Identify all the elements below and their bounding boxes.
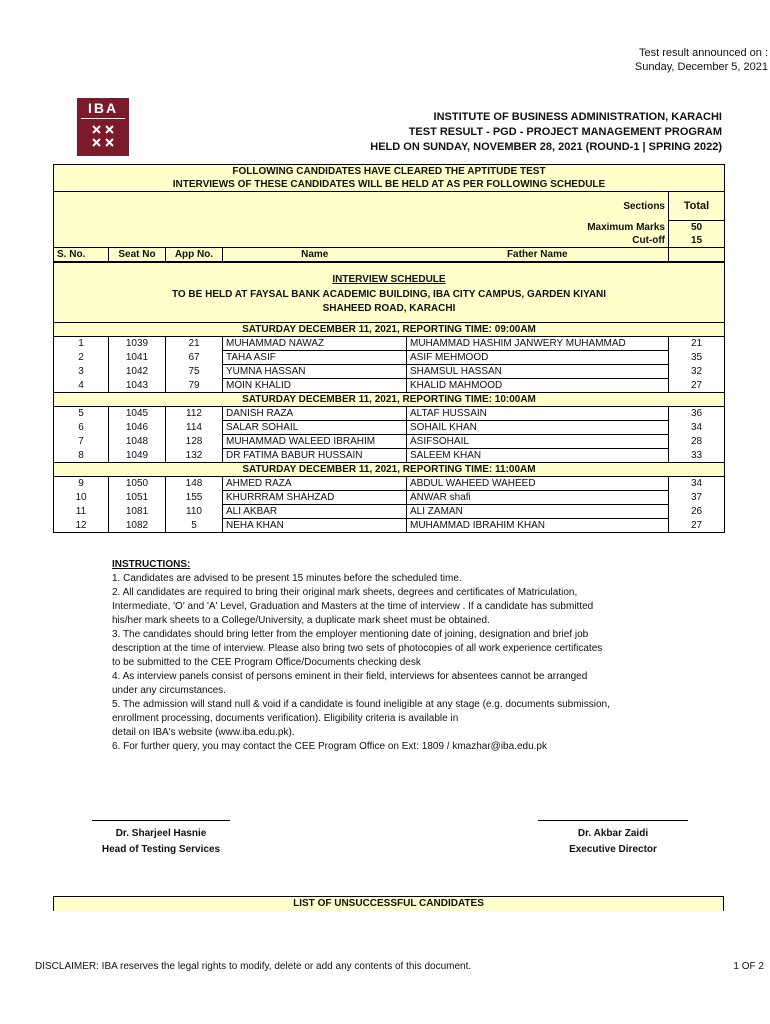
page-number: 1 OF 2 bbox=[733, 961, 764, 972]
table-row bbox=[54, 337, 725, 351]
cell-app-no: 132 bbox=[166, 449, 223, 463]
table-row bbox=[54, 505, 725, 519]
slot-header-row bbox=[54, 323, 725, 337]
cell-sno: 8 bbox=[54, 449, 109, 463]
cell-sno: 3 bbox=[54, 365, 109, 379]
cell-total: 36 bbox=[669, 407, 725, 421]
cell-father-name: ANWAR shafi bbox=[407, 491, 669, 505]
signature-line bbox=[538, 820, 688, 821]
instruction-line: description at the time of interview. Please also bring two sets of photocopies of all work experience certificates bbox=[112, 643, 603, 654]
cell-name: DANISH RAZA bbox=[223, 407, 407, 421]
unsuccessful-candidates-header: LIST OF UNSUCCESSFUL CANDIDATES bbox=[53, 896, 724, 911]
cell-app-no: 128 bbox=[166, 435, 223, 449]
slot-header-row bbox=[54, 463, 725, 477]
cell-father-name: SHAMSUL HASSAN bbox=[407, 365, 669, 379]
cell-sno: 7 bbox=[54, 435, 109, 449]
cell-sno: 12 bbox=[54, 519, 109, 533]
cutoff-label: Cut-off bbox=[54, 234, 669, 248]
cell-total: 35 bbox=[669, 351, 725, 365]
cell-app-no: 21 bbox=[166, 337, 223, 351]
cell-name: MUHAMMAD NAWAZ bbox=[223, 337, 407, 351]
cell-seat-no: 1050 bbox=[109, 477, 166, 491]
cell-app-no: 5 bbox=[166, 519, 223, 533]
cell-total: 28 bbox=[669, 435, 725, 449]
interview-title: INTERVIEW SCHEDULE bbox=[54, 262, 725, 286]
cell-name: KHURRRAM SHAHZAD bbox=[223, 491, 407, 505]
table-row bbox=[54, 491, 725, 505]
table-row bbox=[54, 519, 725, 533]
interview-venue-1: TO BE HELD AT FAYSAL BANK ACADEMIC BUILDING, IBA CITY CAMPUS, GARDEN KIYANI bbox=[54, 286, 725, 302]
col-name: Name bbox=[223, 248, 407, 263]
cell-father-name: SOHAIL KHAN bbox=[407, 421, 669, 435]
announcement bbox=[635, 46, 768, 74]
cell-seat-no: 1041 bbox=[109, 351, 166, 365]
cell-father-name: ASIF MEHMOOD bbox=[407, 351, 669, 365]
cell-father-name: ASIFSOHAIL bbox=[407, 435, 669, 449]
cell-seat-no: 1045 bbox=[109, 407, 166, 421]
cell-name: TAHA ASIF bbox=[223, 351, 407, 365]
table-row bbox=[54, 477, 725, 491]
cell-father-name: SALEEM KHAN bbox=[407, 449, 669, 463]
document-header bbox=[370, 110, 722, 155]
cell-seat-no: 1046 bbox=[109, 421, 166, 435]
cell-name: YUMNA HASSAN bbox=[223, 365, 407, 379]
cell-seat-no: 1082 bbox=[109, 519, 166, 533]
instruction-line: Intermediate, 'O' and 'A' Level, Graduation and Masters at the time of interview . If a candidate has submitted bbox=[112, 601, 594, 612]
instruction-line: 1. Candidates are advised to be present 15 minutes before the scheduled time. bbox=[112, 573, 462, 584]
announcement-date: Sunday, December 5, 2021 bbox=[634, 61, 768, 73]
table-row bbox=[54, 379, 725, 393]
cell-app-no: 155 bbox=[166, 491, 223, 505]
cell-app-no: 67 bbox=[166, 351, 223, 365]
cell-total: 26 bbox=[669, 505, 725, 519]
cell-sno: 9 bbox=[54, 477, 109, 491]
cell-total: 34 bbox=[669, 477, 725, 491]
signatory-right-name: Dr. Akbar Zaidi bbox=[577, 828, 649, 839]
instructions-title: INSTRUCTIONS: bbox=[112, 559, 191, 570]
cell-father-name: ABDUL WAHEED WAHEED bbox=[407, 477, 669, 491]
cell-sno: 10 bbox=[54, 491, 109, 505]
instruction-line: detail on IBA's website (www.iba.edu.pk). bbox=[112, 727, 295, 738]
cell-seat-no: 1043 bbox=[109, 379, 166, 393]
table-row bbox=[54, 421, 725, 435]
cell-name: SALAR SOHAIL bbox=[223, 421, 407, 435]
instruction-line: under any circumstances. bbox=[112, 685, 226, 696]
instruction-line: 5. The admission will stand null & void if a candidate is found ineligible at any stage (e.g. documents submission, bbox=[112, 699, 610, 710]
instruction-line: 3. The candidates should bring letter from the employer mentioning date of joining, designation and brief job bbox=[112, 629, 589, 640]
signature-left-block bbox=[76, 826, 246, 858]
table-row bbox=[54, 407, 725, 421]
signatory-left-name: Dr. Sharjeel Hasnie bbox=[115, 828, 207, 839]
cell-father-name: ALTAF HUSSAIN bbox=[407, 407, 669, 421]
cell-seat-no: 1042 bbox=[109, 365, 166, 379]
logo-emblem-icon bbox=[91, 124, 115, 148]
table-row bbox=[54, 435, 725, 449]
signatory-left-title: Head of Testing Services bbox=[101, 844, 221, 855]
cell-total: 33 bbox=[669, 449, 725, 463]
cell-sno: 4 bbox=[54, 379, 109, 393]
cell-total: 37 bbox=[669, 491, 725, 505]
max-marks-label: Maximum Marks bbox=[54, 221, 669, 235]
header-test-result: TEST RESULT - PGD - PROJECT MANAGEMENT PROGRAM bbox=[408, 126, 722, 138]
cell-total: 21 bbox=[669, 337, 725, 351]
slot-time: SATURDAY DECEMBER 11, 2021, REPORTING TIME: 11:00AM bbox=[54, 463, 725, 477]
disclaimer: DISCLAIMER: IBA reserves the legal rights to modify, delete or add any contents of this document. bbox=[35, 961, 472, 972]
cell-sno: 1 bbox=[54, 337, 109, 351]
table-row bbox=[54, 449, 725, 463]
instruction-line: his/her mark sheets to a College/University, a duplicate mark sheet must be obtained. bbox=[112, 615, 490, 626]
slot-time: SATURDAY DECEMBER 11, 2021, REPORTING TIME: 10:00AM bbox=[54, 393, 725, 407]
instruction-line: enrollment processing, documents verification). Eligibility criteria is available in bbox=[112, 713, 459, 724]
header-institute: INSTITUTE OF BUSINESS ADMINISTRATION, KARACHI bbox=[433, 111, 722, 123]
iba-logo bbox=[77, 98, 129, 156]
cell-app-no: 114 bbox=[166, 421, 223, 435]
cell-name: NEHA KHAN bbox=[223, 519, 407, 533]
cell-father-name: KHALID MAHMOOD bbox=[407, 379, 669, 393]
cell-app-no: 79 bbox=[166, 379, 223, 393]
results-table bbox=[53, 164, 725, 533]
column-header-row bbox=[54, 248, 725, 263]
cell-total: 27 bbox=[669, 519, 725, 533]
cell-father-name: MUHAMMAD IBRAHIM KHAN bbox=[407, 519, 669, 533]
signature-right-block bbox=[528, 826, 698, 858]
notice-line-2: INTERVIEWS OF THESE CANDIDATES WILL BE HELD AT AS PER FOLLOWING SCHEDULE bbox=[54, 178, 725, 192]
cell-father-name: MUHAMMAD HASHIM JANWERY MUHAMMAD bbox=[407, 337, 669, 351]
instruction-line: to be submitted to the CEE Program Office/Documents checking desk bbox=[112, 657, 421, 668]
cell-total: 27 bbox=[669, 379, 725, 393]
cell-sno: 2 bbox=[54, 351, 109, 365]
notice-line-1: FOLLOWING CANDIDATES HAVE CLEARED THE APTITUDE TEST bbox=[54, 165, 725, 179]
instructions bbox=[112, 558, 672, 754]
col-father: Father Name bbox=[407, 248, 669, 263]
table-row bbox=[54, 351, 725, 365]
cell-sno: 6 bbox=[54, 421, 109, 435]
cell-seat-no: 1081 bbox=[109, 505, 166, 519]
slot-header-row bbox=[54, 393, 725, 407]
signature-right bbox=[538, 820, 688, 821]
cell-app-no: 110 bbox=[166, 505, 223, 519]
cell-seat-no: 1051 bbox=[109, 491, 166, 505]
cell-app-no: 112 bbox=[166, 407, 223, 421]
cell-name: DR FATIMA BABUR HUSSAIN bbox=[223, 449, 407, 463]
cell-sno: 5 bbox=[54, 407, 109, 421]
col-seat: Seat No bbox=[109, 248, 166, 263]
header-held-on: HELD ON SUNDAY, NOVEMBER 28, 2021 (ROUND-1 | SPRING 2022) bbox=[370, 141, 722, 153]
cell-name: MOIN KHALID bbox=[223, 379, 407, 393]
total-label: Total bbox=[669, 192, 725, 221]
cell-seat-no: 1039 bbox=[109, 337, 166, 351]
table-row bbox=[54, 365, 725, 379]
cutoff-value: 15 bbox=[669, 234, 725, 248]
logo-text: IBA bbox=[87, 100, 119, 116]
cell-name: MUHAMMAD WALEED IBRAHIM bbox=[223, 435, 407, 449]
instruction-line: 2. All candidates are required to bring their original mark sheets, degrees and certificates of Matriculation, bbox=[112, 587, 578, 598]
col-app: App No. bbox=[166, 248, 223, 263]
cell-app-no: 148 bbox=[166, 477, 223, 491]
cell-father-name: ALI ZAMAN bbox=[407, 505, 669, 519]
max-marks-value: 50 bbox=[669, 221, 725, 235]
cell-total: 34 bbox=[669, 421, 725, 435]
cell-seat-no: 1049 bbox=[109, 449, 166, 463]
slot-time: SATURDAY DECEMBER 11, 2021, REPORTING TIME: 09:00AM bbox=[54, 323, 725, 337]
cell-seat-no: 1048 bbox=[109, 435, 166, 449]
cell-app-no: 75 bbox=[166, 365, 223, 379]
instruction-line: 4. As interview panels consist of persons eminent in their field, interviews for absentees cannot be arranged bbox=[112, 671, 588, 682]
cell-total: 32 bbox=[669, 365, 725, 379]
signatory-right-title: Executive Director bbox=[569, 844, 657, 855]
announcement-label: Test result announced on : bbox=[638, 47, 768, 59]
signature-line bbox=[92, 820, 230, 821]
cell-sno: 11 bbox=[54, 505, 109, 519]
col-sno: S. No. bbox=[54, 248, 109, 263]
cell-name: ALI AKBAR bbox=[223, 505, 407, 519]
cell-name: AHMED RAZA bbox=[223, 477, 407, 491]
instruction-line: 6. For further query, you may contact the CEE Program Office on Ext: 1809 / kmazhar@iba.edu.pk bbox=[112, 741, 547, 752]
interview-venue-2: SHAHEED ROAD, KARACHI bbox=[54, 302, 725, 323]
signature-left bbox=[92, 820, 230, 821]
sections-label: Sections bbox=[54, 192, 669, 221]
